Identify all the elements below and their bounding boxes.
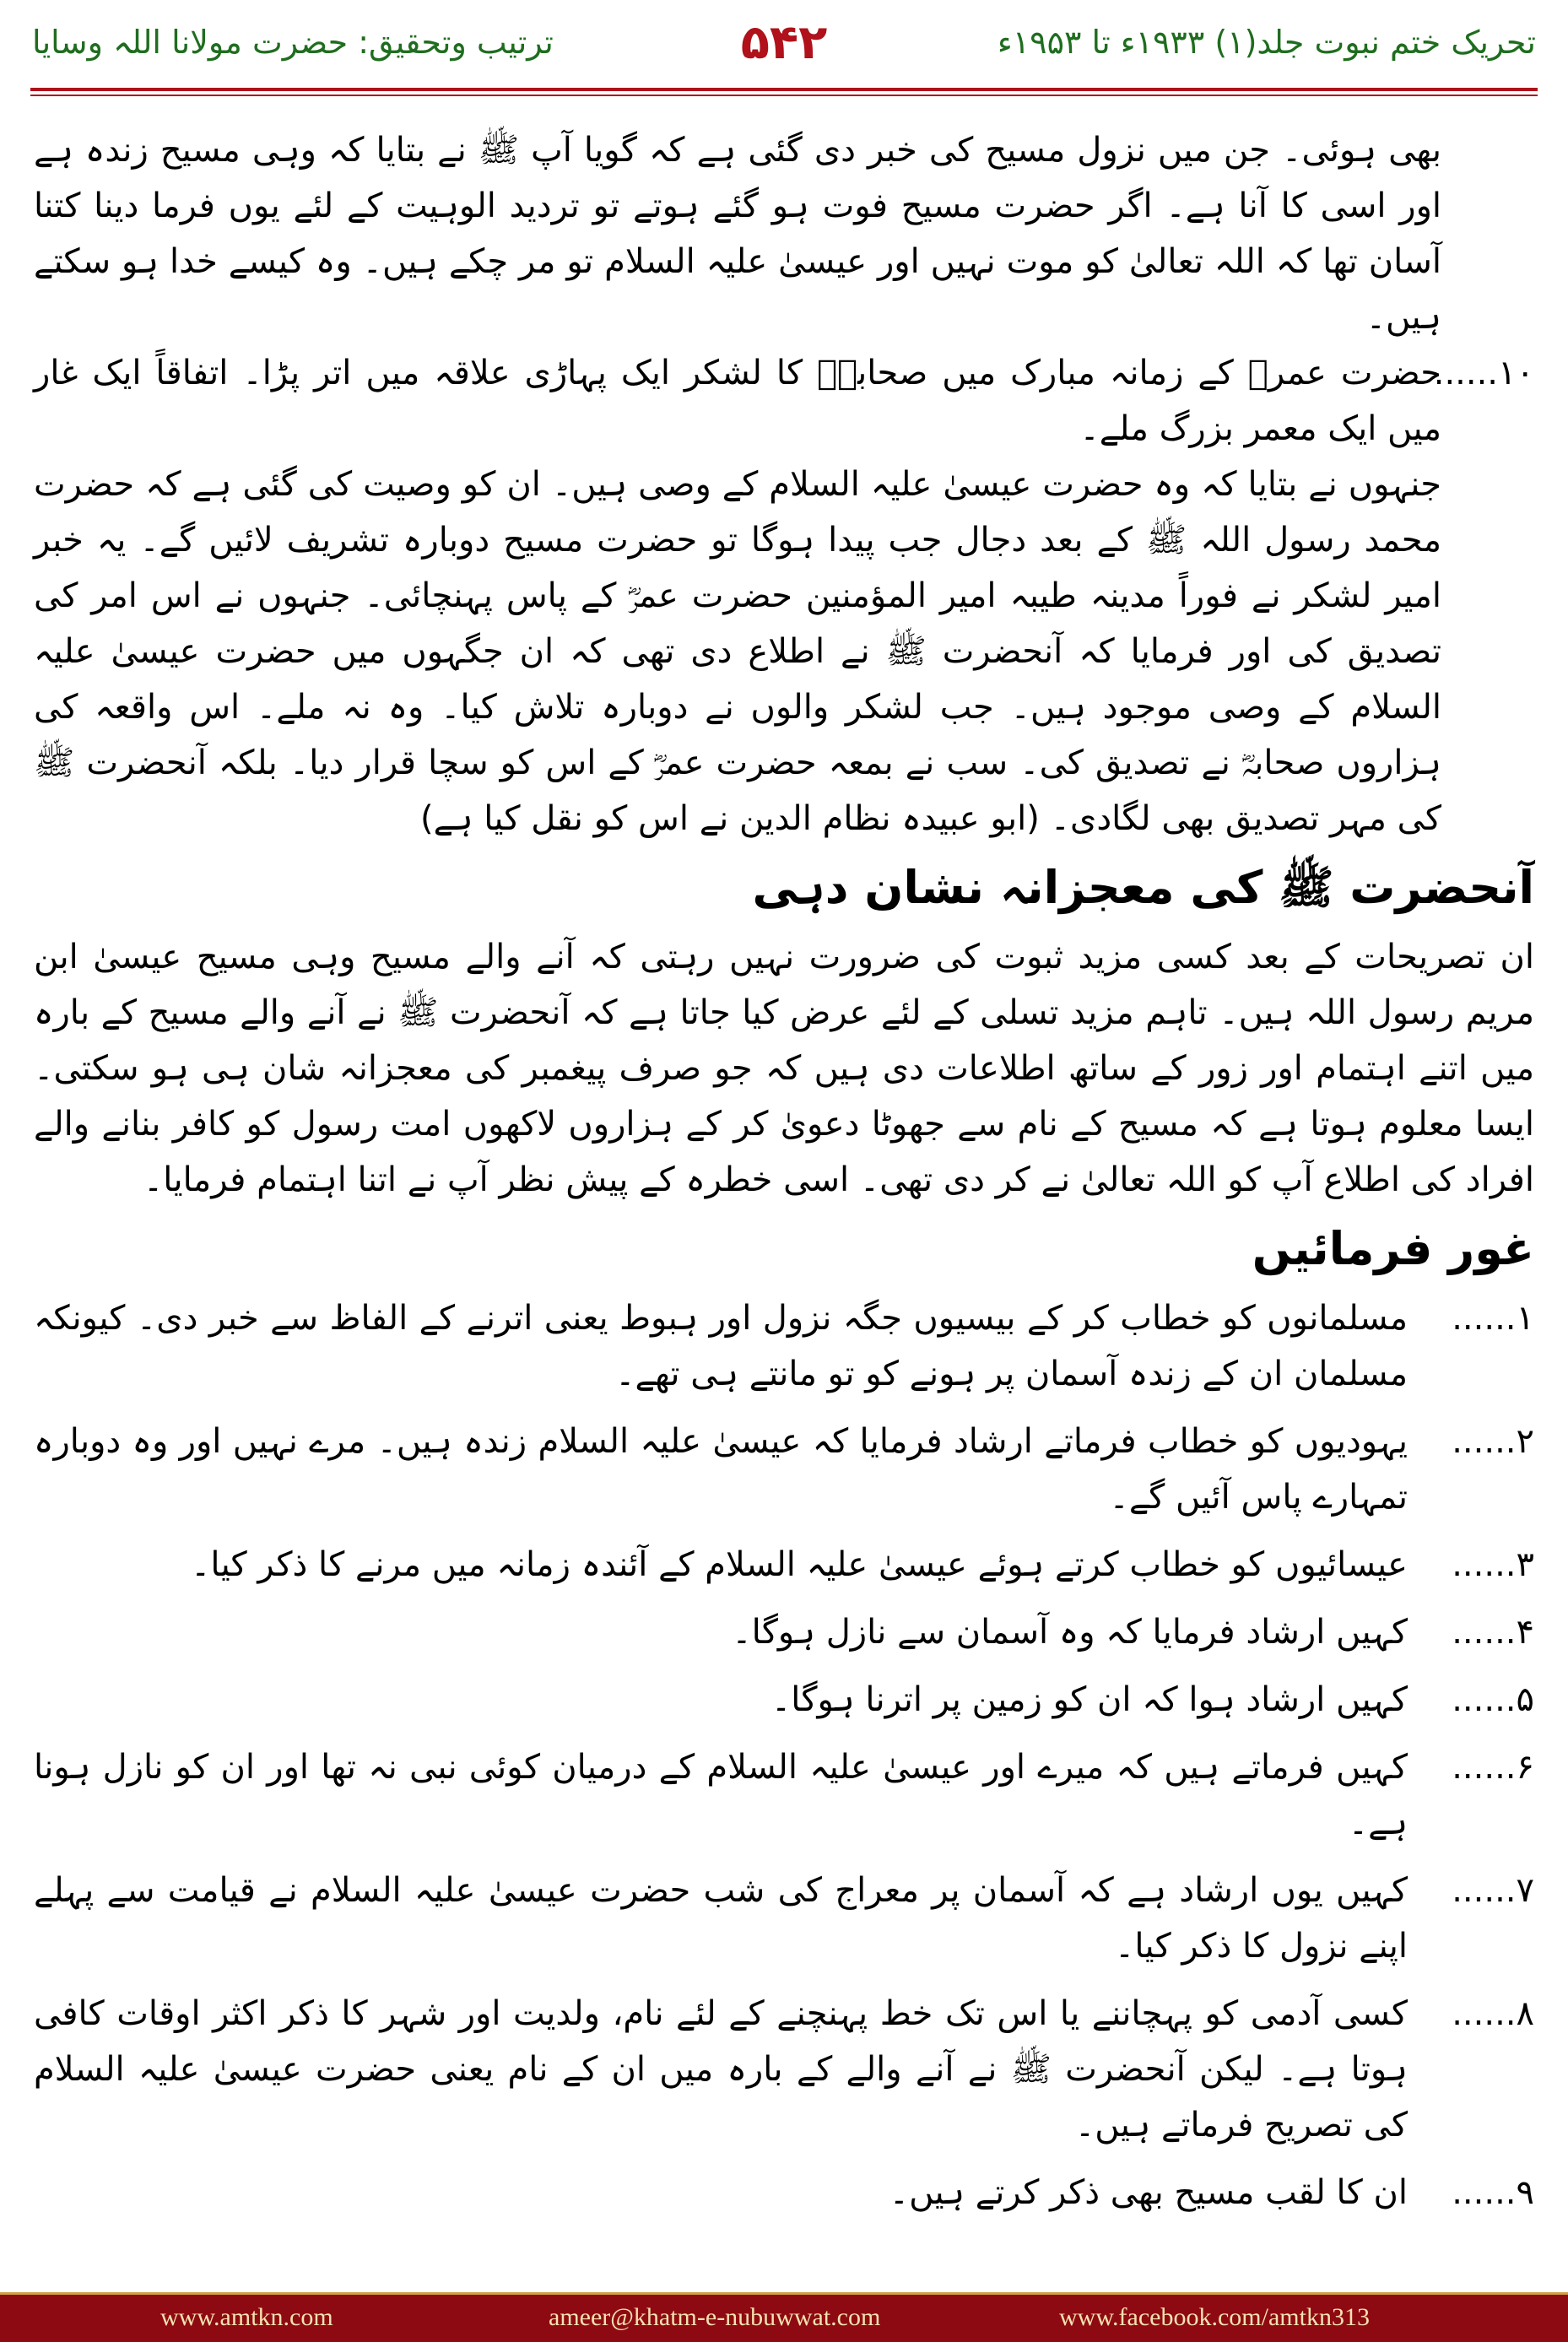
item-10-continuation: جنہوں نے بتایا کہ وہ حضرت عیسیٰ علیہ السلام کے وصی ہیں۔ ان کو وصیت کی گئی ہے کہ حضرت محمد رسول اللہ ﷺ کے بعد دجال جب پیدا ہوگا تو حضرت مسیح دوبارہ تشریف لائیں گے۔ یہ خبر امیر لشکر نے فوراً مدینہ طیبہ امیر المؤمنین حضرت عمرؓ کے پاس پہنچائی۔ جنہوں نے اس امر کی تصدیق کی اور فرمایا کہ آنحضرت ﷺ نے اطلاع دی تھی کہ ان جگہوں میں حضرت عیسیٰ علیہ السلام کے وصی موجود ہیں۔ جب لشکر والوں نے دوبارہ تلاش کیا۔ وہ نہ ملے۔ اس واقعہ کی ہزاروں صحابہؓ نے تصدیق کی۔ سب نے بمعہ حضرت عمرؓ کے اس کو سچا قرار دیا۔ بلکہ آنحضرت ﷺ کی مہر تصدیق بھی لگادی۔ (ابو عبیدہ نظام الدین نے اس کو نقل کیا ہے) [34, 465, 1441, 838]
item-text: کہیں یوں ارشاد ہے کہ آسمان پر معراج کی شب حضرت عیسیٰ علیہ السلام نے قیامت سے پہلے اپنے نزول کا ذکر کیا۔ [34, 1871, 1408, 1966]
list-item [34, 1739, 1534, 1851]
list-item [34, 1604, 1534, 1660]
list-item [34, 1863, 1534, 1974]
facebook-link[interactable]: www.facebook.com/amtkn313 [1059, 2303, 1370, 2331]
header-divider [30, 88, 1538, 91]
item-text: حضرت عمرؓ کے زمانہ مبارک میں صحابہؓ کا لشکر ایک پہاڑی علاقہ میں اتر پڑا۔ اتفاقاً ایک غار میں ایک معمر بزرگ ملے۔ [34, 354, 1441, 448]
section-heading-miracle: آنحضرت ﷺ کی معجزانہ نشان دہی [752, 861, 1534, 914]
item-text: کہیں ارشاد فرمایا کہ وہ آسمان سے نازل ہوگا۔ [732, 1613, 1408, 1652]
item-number: ۶...... [1452, 1748, 1534, 1787]
item-number: ۴...... [1452, 1613, 1534, 1652]
book-title: تحریک ختم نبوت جلد(۱) ۱۹۳۳ء تا ۱۹۵۳ء [997, 24, 1536, 61]
section-paragraph: ان تصریحات کے بعد کسی مزید ثبوت کی ضرورت نہیں رہتی کہ آنے والے مسیح وہی مسیح عیسیٰ ابن مریم رسول اللہ ہیں۔ تاہم مزید تسلی کے لئے عرض کیا جاتا ہے کہ آنحضرت ﷺ نے آنے والے مسیح کے بارہ میں اتنے اہتمام اور زور کے ساتھ اطلاعات دی ہیں کہ جو صرف پیغمبر کی معجزانہ شان ہی ہو سکتی۔ ایسا معلوم ہوتا ہے کہ مسیح کے نام سے جھوٹا دعویٰ کر کے ہزاروں لاکھوں امت رسول کو کافر بنانے والے افراد کی اطلاع آپ کو اللہ تعالیٰ نے کر دی تھی۔ اسی خطرہ کے پیش نظر آپ نے اتنا اہتمام فرمایا۔ [34, 938, 1534, 1199]
item-text: عیسائیوں کو خطاب کرتے ہوئے عیسیٰ علیہ السلام کے آئندہ زمانہ میں مرنے کا ذکر کیا۔ [190, 1545, 1408, 1584]
header-divider-thin [30, 95, 1538, 96]
item-text: مسلمانوں کو خطاب کر کے بیسیوں جگہ نزول اور ہبوط یعنی اترنے کے الفاظ سے خبر دی۔ کیونکہ مسلمان ان کے زندہ آسمان پر ہونے کو تو مانتے ہی تھے۔ [34, 1299, 1408, 1393]
item-text: ان کا لقب مسیح بھی ذکر کرتے ہیں۔ [889, 2173, 1408, 2212]
page-body [34, 122, 1534, 2232]
item-text: کہیں ارشاد ہوا کہ ان کو زمین پر اترنا ہوگا۔ [770, 1680, 1408, 1719]
item-number: ۷...... [1452, 1871, 1534, 1910]
intro-paragraph: بھی ہوئی۔ جن میں نزول مسیح کی خبر دی گئی ہے کہ گویا آپ ﷺ نے بتایا کہ وہی مسیح زندہ ہے اور اسی کا آنا ہے۔ اگر حضرت مسیح فوت ہو گئے ہوتے تو تردید الوہیت کے لئے یوں فرما دینا کتنا آسان تھا کہ اللہ تعالیٰ کو موت نہیں اور عیسیٰ علیہ السلام تو مر چکے ہیں۔ وہ کیسے خدا ہو سکتے ہیں۔ [34, 131, 1441, 337]
page-header [0, 0, 1568, 95]
item-text: یہودیوں کو خطاب فرماتے ارشاد فرمایا کہ عیسیٰ علیہ السلام زندہ ہیں۔ مرے نہیں اور وہ دوبارہ تمہارے پاس آئیں گے۔ [34, 1422, 1408, 1517]
item-text: کسی آدمی کو پہچاننے یا اس تک خط پہنچنے کے لئے نام، ولدیت اور شہر کا ذکر اکثر اوقات کافی ہوتا ہے۔ لیکن آنحضرت ﷺ نے آنے والے کے بارہ میں ان کے نام یعنی حضرت عیسیٰ علیہ السلام کی تصریح فرماتے ہیں۔ [34, 1994, 1408, 2145]
item-number: ۱...... [1452, 1299, 1534, 1338]
item-number: ۹...... [1452, 2173, 1534, 2212]
page-number: ۵۴۲ [740, 15, 828, 70]
page-footer [0, 2292, 1568, 2342]
list-item [34, 1672, 1534, 1728]
ponder-list [34, 1290, 1534, 2220]
list-item [34, 1986, 1534, 2153]
list-item-10 [34, 345, 1534, 457]
email-link[interactable]: ameer@khatm-e-nubuwwat.com [549, 2303, 881, 2331]
list-item [34, 1414, 1534, 1525]
item-number: ۵...... [1452, 1680, 1534, 1719]
item-number: ۱۰...... [1433, 354, 1534, 392]
item-text: کہیں فرماتے ہیں کہ میرے اور عیسیٰ علیہ السلام کے درمیان کوئی نبی نہ تھا اور ان کو نازل ہونا ہے۔ [34, 1748, 1408, 1842]
list-item [34, 1290, 1534, 1402]
compiler-credit: ترتیب وتحقیق: حضرت مولانا اللہ وسایا [32, 24, 554, 61]
website-link[interactable]: www.amtkn.com [160, 2303, 333, 2331]
item-number: ۲...... [1452, 1422, 1534, 1461]
list-item [34, 1537, 1534, 1593]
item-number: ۸...... [1452, 1994, 1534, 2033]
item-number: ۳...... [1452, 1545, 1534, 1584]
section-heading-ponder: غور فرمائیں [1252, 1222, 1534, 1275]
list-item [34, 2165, 1534, 2220]
